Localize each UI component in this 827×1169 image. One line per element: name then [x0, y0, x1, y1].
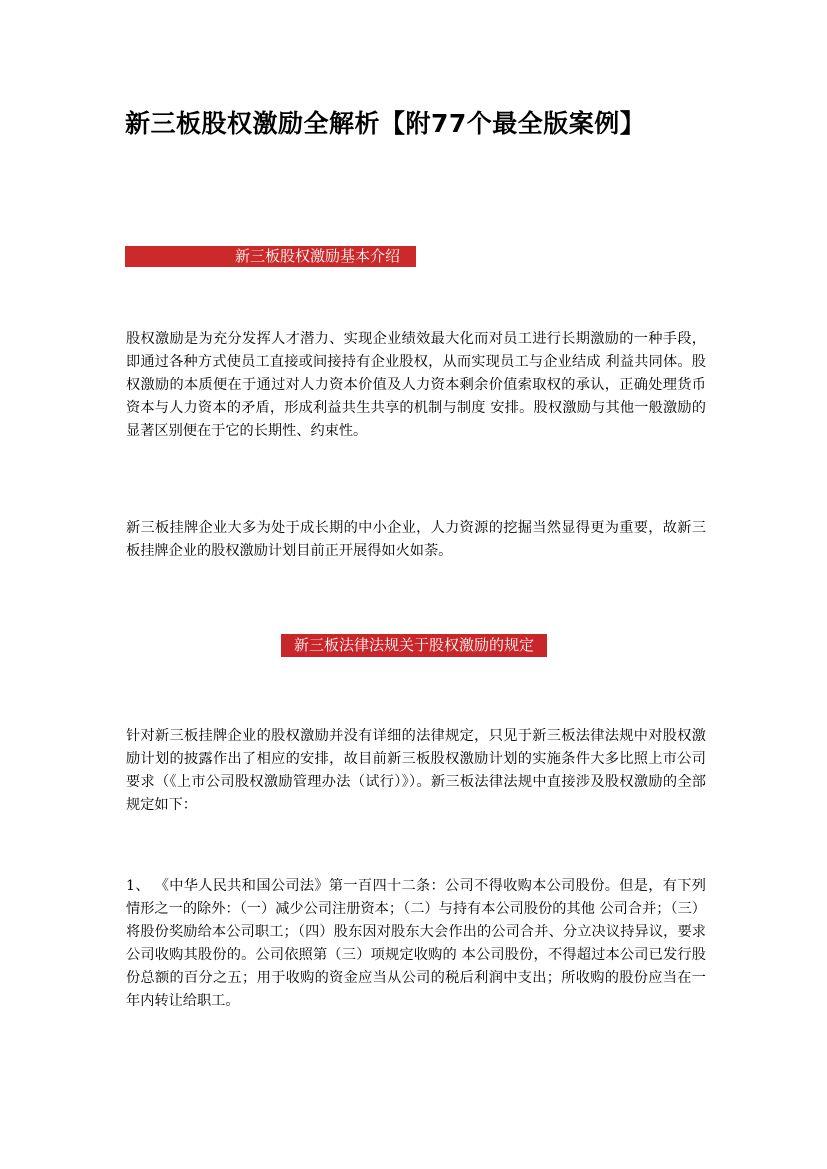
section-heading-basic-intro	[125, 246, 416, 267]
paragraph-equity-incentive-definition: 股权激励是为充分发挥人才潜力、实现企业绩效最大化而对员工进行长期激励的一种手段，即通过各种方式使员工直接或间接持有企业股权，从而实现员工与企业结成 利益共同体。股权激励的本质便在于通过对人力资本价值及人力资本剩余价值索取权的承认，正确处理货币资本与人力资本的矛盾，形成利益共生共享的机制与制度 安排。股权激励与其他一般激励的显著区别便在于它的长期性、约束性。	[126, 331, 706, 439]
paragraph-company-law-article-142: 1、 《中华人民共和国公司法》第一百四十二条：公司不得收购本公司股份。但是，有下列情形之一的除外：（一）减少公司注册资本；（二）与持有本公司股份的其他 公司合并；（三）将股份奖励给本公司职工；（四）股东因对股东大会作出的公司合并、分立决议持异议，要求公司收购其股份的。公司依照第（三）项规定收购的 本公司股份，不得超过本公司已发行股份总额的百分之五；用于收购的资金应当从公司的税后利润中支出；所收购的股份应当在一年内转让给职工。	[126, 878, 706, 1009]
document-title: 新三板股权激励全解析【附77个最全版案例】	[125, 109, 646, 138]
section-heading-legal-rules: 新三板法律法规关于股权激励的规定	[281, 634, 547, 657]
paragraph-neeq-companies: 新三板挂牌企业大多为处于成长期的中小企业，人力资源的挖掘当然显得更为重要，故新三板挂牌企业的股权激励计划目前正开展得如火如荼。	[126, 520, 706, 559]
paragraph-legal-provisions: 针对新三板挂牌企业的股权激励并没有详细的法律规定，只见于新三板法律法规中对股权激励计划的披露作出了相应的安排，故目前新三板股权激励计划的实施条件大多比照上市公司要求（《上市公司股权激励管理办法（试行）》）。新三板法律法规中直接涉及股权激励的全部规定如下：	[126, 728, 706, 813]
section-heading-basic-intro-label: 新三板股权激励基本介绍	[235, 247, 401, 265]
